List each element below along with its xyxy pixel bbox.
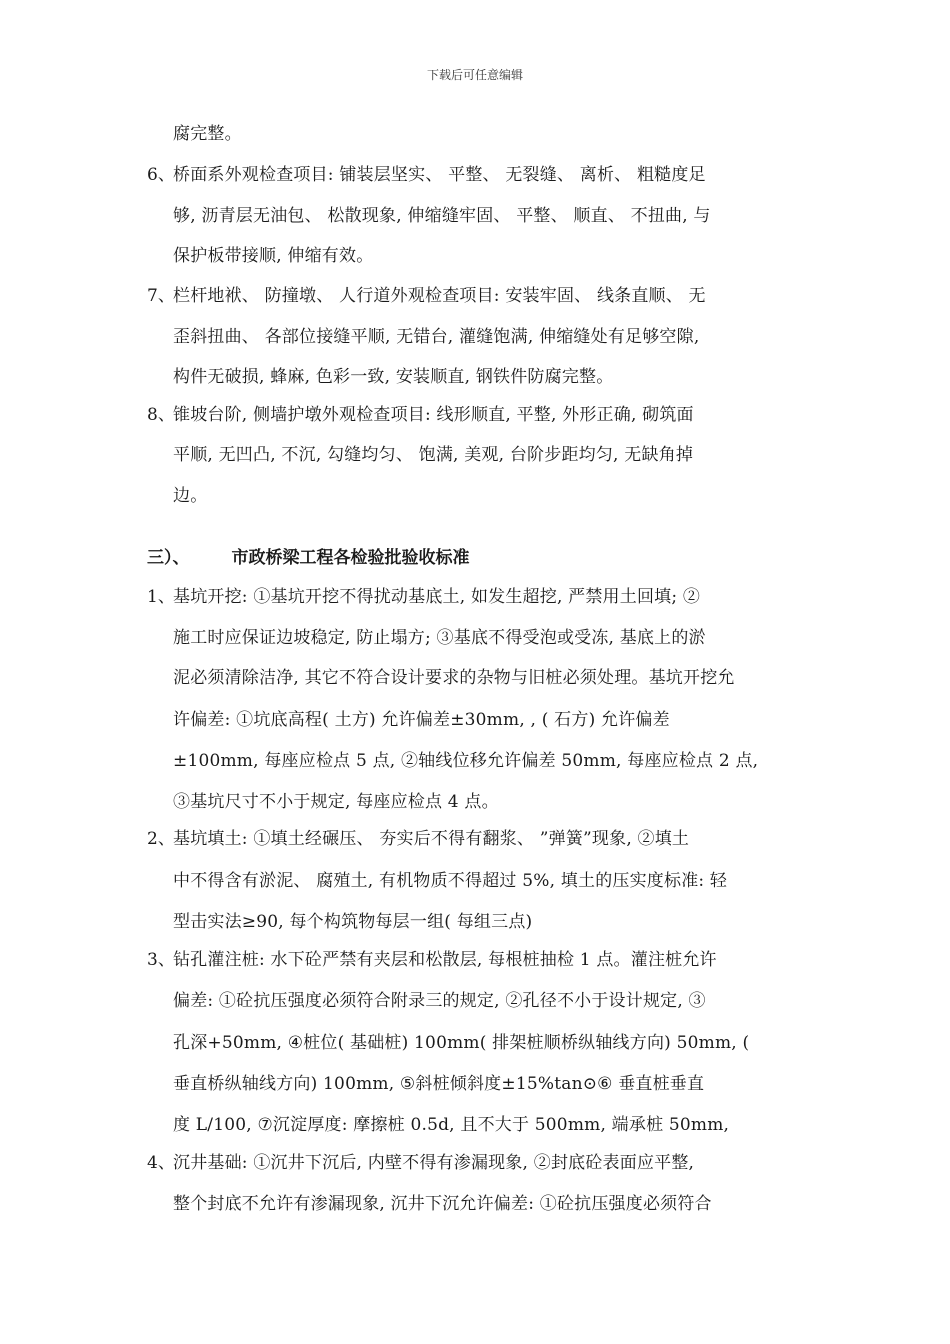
text-line: 保护板带接顺, 伸缩有效。 <box>173 246 374 266</box>
text-line: 中不得含有淤泥、 腐殖土, 有机物质不得超过 5%, 填土的压实度标准: 轻 <box>173 871 728 891</box>
section-heading <box>147 548 470 568</box>
text-line: 基坑开挖: ①基坑开挖不得扰动基底土, 如发生超挖, 严禁用土回填; ② <box>173 587 701 607</box>
text-line: 腐完整。 <box>173 124 242 144</box>
text-line: 沉井基础: ①沉井下沉后, 内壁不得有渗漏现象, ②封底砼表面应平整, <box>173 1153 695 1173</box>
text-line: 泥必须清除洁净, 其它不符合设计要求的杂物与旧桩必须处理。基坑开挖允 <box>173 668 735 688</box>
text-line: 歪斜扭曲、 各部位接缝平顺, 无错台, 灌缝饱满, 伸缩缝处有足够空隙, <box>173 327 700 347</box>
item-number: 2、 <box>147 829 175 849</box>
text-line: 栏杆地袱、 防撞墩、 人行道外观检查项目: 安装牢固、 线条直顺、 无 <box>173 286 706 306</box>
text-line: 度 L/100, ⑦沉淀厚度: 摩擦桩 0.5d, 且不大于 500mm, 端承桩 50mm, <box>173 1115 730 1135</box>
text-line: 孔深+50mm, ④桩位( 基础桩) 100mm( 排架桩顺桥纵轴线方向) 50mm, ( <box>173 1033 750 1053</box>
text-line: 够, 沥青层无油包、 松散现象, 伸缩缝牢固、 平整、 顺直、 不扭曲, 与 <box>173 206 711 226</box>
text-line: 边。 <box>173 486 208 506</box>
item-number: 6、 <box>147 165 175 185</box>
item-number: 4、 <box>147 1153 175 1173</box>
text-line: 垂直桥纵轴线方向) 100mm, ⑤斜桩倾斜度±15%tan⊙⑥ 垂直桩垂直 <box>173 1074 705 1094</box>
text-line: 钻孔灌注桩: 水下砼严禁有夹层和松散层, 每根桩抽检 1 点。灌注桩允许 <box>173 950 717 970</box>
text-line: ③基坑尺寸不小于规定, 每座应检点 4 点。 <box>173 792 499 812</box>
section-title: 市政桥梁工程各检验批验收标准 <box>231 548 470 568</box>
text-line: ±100mm, 每座应检点 5 点, ②轴线位移允许偏差 50mm, 每座应检点 2 点, <box>173 751 759 771</box>
text-line: 平顺, 无凹凸, 不沉, 勾缝均匀、 饱满, 美观, 台阶步距均匀, 无缺角掉 <box>173 445 694 465</box>
text-line: 锥坡台阶, 侧墙护墩外观检查项目: 线形顺直, 平整, 外形正确, 砌筑面 <box>173 405 694 425</box>
text-line: 型击实法≥90, 每个构筑物每层一组( 每组三点) <box>173 912 533 932</box>
item-number: 3、 <box>147 950 175 970</box>
text-line: 许偏差: ①坑底高程( 土方) 允许偏差±30mm, , ( 石方) 允许偏差 <box>173 710 670 730</box>
text-line: 桥面系外观检查项目: 铺装层坚实、 平整、 无裂缝、 离析、 粗糙度足 <box>173 165 706 185</box>
section-label: 三）、 <box>147 548 190 568</box>
page-header: 下载后可任意编辑 <box>426 68 523 82</box>
text-line: 偏差: ①砼抗压强度必须符合附录三的规定, ②孔径不小于设计规定, ③ <box>173 991 706 1011</box>
text-line: 基坑填土: ①填土经碾压、 夯实后不得有翻浆、 ”弹簧”现象, ②填土 <box>173 829 690 849</box>
item-number: 1、 <box>147 587 175 607</box>
item-number: 8、 <box>147 405 175 425</box>
text-line: 构件无破损, 蜂麻, 色彩一致, 安装顺直, 钢铁件防腐完整。 <box>173 367 614 387</box>
text-line: 施工时应保证边坡稳定, 防止塌方; ③基底不得受泡或受冻, 基底上的淤 <box>173 628 706 648</box>
text-line: 整个封底不允许有渗漏现象, 沉井下沉允许偏差: ①砼抗压强度必须符合 <box>173 1194 712 1214</box>
item-number: 7、 <box>147 286 175 306</box>
